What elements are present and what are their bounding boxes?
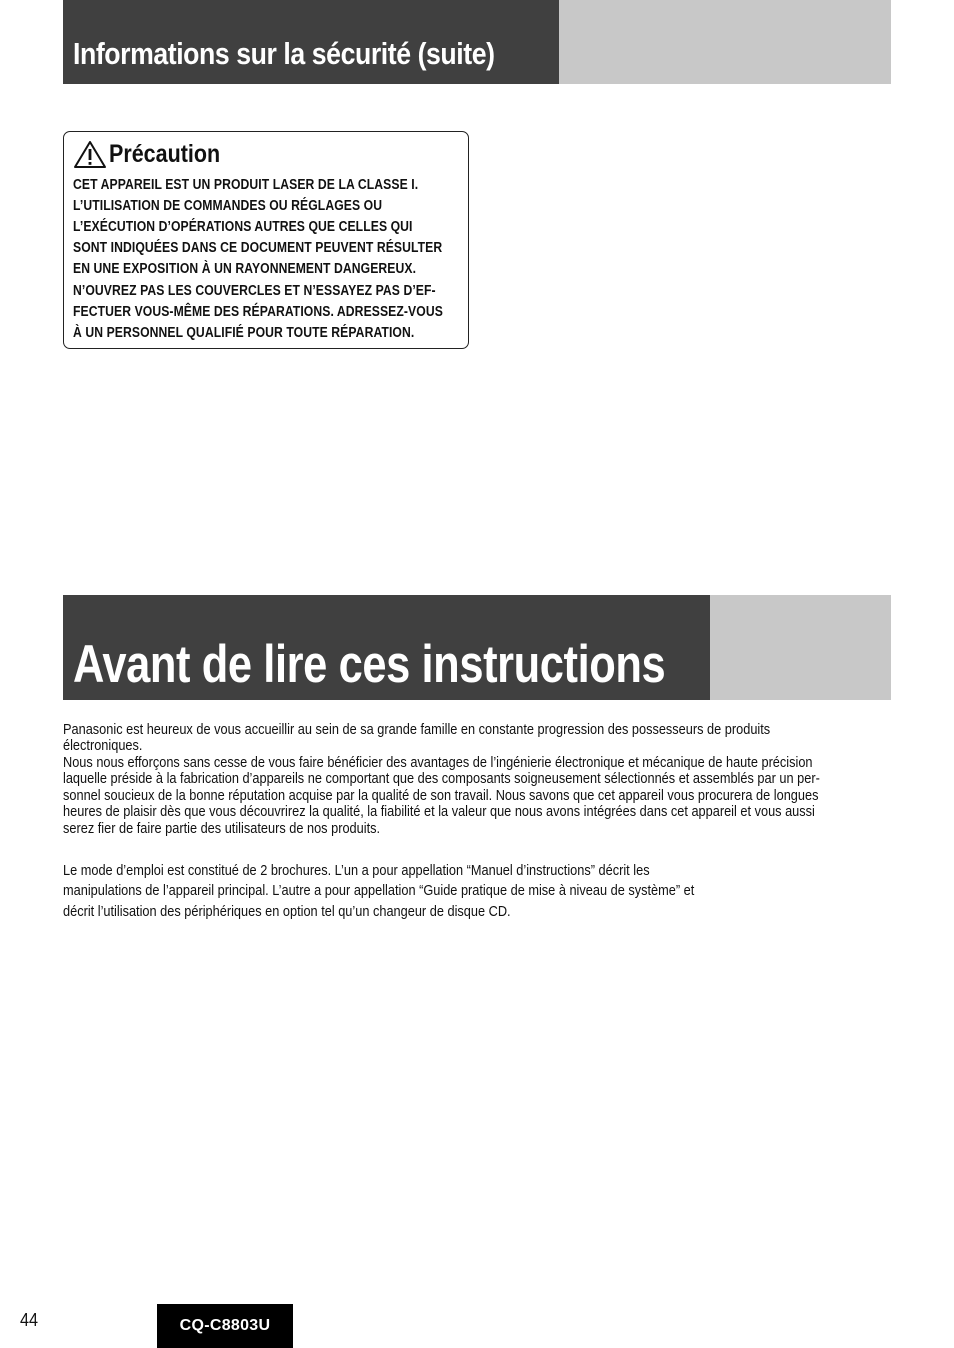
caution-title: Précaution [109,140,221,168]
caution-text-line: L’UTILISATION DE COMMANDES OU RÉGLAGES OU [73,198,383,214]
section-header-accent [559,0,891,84]
section-header-accent [710,595,891,700]
intro-text-line: laquelle préside à la fabrication d’appareils ne comportant que des composants soigneusement sélectionnés et assemblés par un per- [63,771,820,787]
caution-text-line: À UN PERSONNEL QUALIFIÉ POUR TOUTE RÉPARATION. [73,325,415,341]
manual-info-line: décrit l’utilisation des périphériques en option tel qu’un changeur de disque CD. [63,904,511,920]
caution-text-line: EN UNE EXPOSITION À UN RAYONNEMENT DANGEREUX. [73,261,417,277]
caution-text-line: L’EXÉCUTION D’OPÉRATIONS AUTRES QUE CELLES QUI [73,219,413,235]
intro-text-line: heures de plaisir dès que vous découvrirez la qualité, la fiabilité et la valeur que nous avons intégrées dans cet appareil et vous aussi [63,804,815,820]
caution-text-line: SONT INDIQUÉES DANS CE DOCUMENT PEUVENT RÉSULTER [73,240,443,256]
manual-info-line: manipulations de l’appareil principal. L’autre a pour appellation “Guide pratique de mise à niveau de système” et [63,883,695,899]
intro-text-line: sonnel soucieux de la bonne réputation acquise par la qualité de son travail. Nous savons que cet appareil vous procurera de longues [63,788,819,804]
page-number: 44 [20,1310,39,1330]
model-badge: CQ-C8803U [157,1304,293,1348]
warning-triangle-icon [73,140,107,169]
caution-text-line: N’OUVREZ PAS LES COUVERCLES ET N’ESSAYEZ PAS D’EF- [73,283,436,299]
intro-text-line: Panasonic est heureux de vous accueillir au sein de sa grande famille en constante progression des possesseurs de produits [63,722,771,738]
intro-text-line: Nous nous efforçons sans cesse de vous faire bénéficier des avantages de l’ingénierie électronique et mécanique de haute précision [63,755,813,771]
section-title-safety: Informations sur la sécurité (suite) [73,36,495,71]
intro-text-line: serez fier de faire partie des utilisateurs de nos produits. [63,821,381,837]
caution-text-line: FECTUER VOUS-MÊME DES RÉPARATIONS. ADRESSEZ-VOUS [73,304,443,320]
intro-text-line: électroniques. [63,738,143,754]
manual-info-line: Le mode d’emploi est constitué de 2 brochures. L’un a pour appellation “Manuel d’instructions” décrit les [63,863,650,879]
caution-text-line: CET APPAREIL EST UN PRODUIT LASER DE LA CLASSE I. [73,177,419,193]
section-title-before-reading: Avant de lire ces instructions [73,635,666,694]
